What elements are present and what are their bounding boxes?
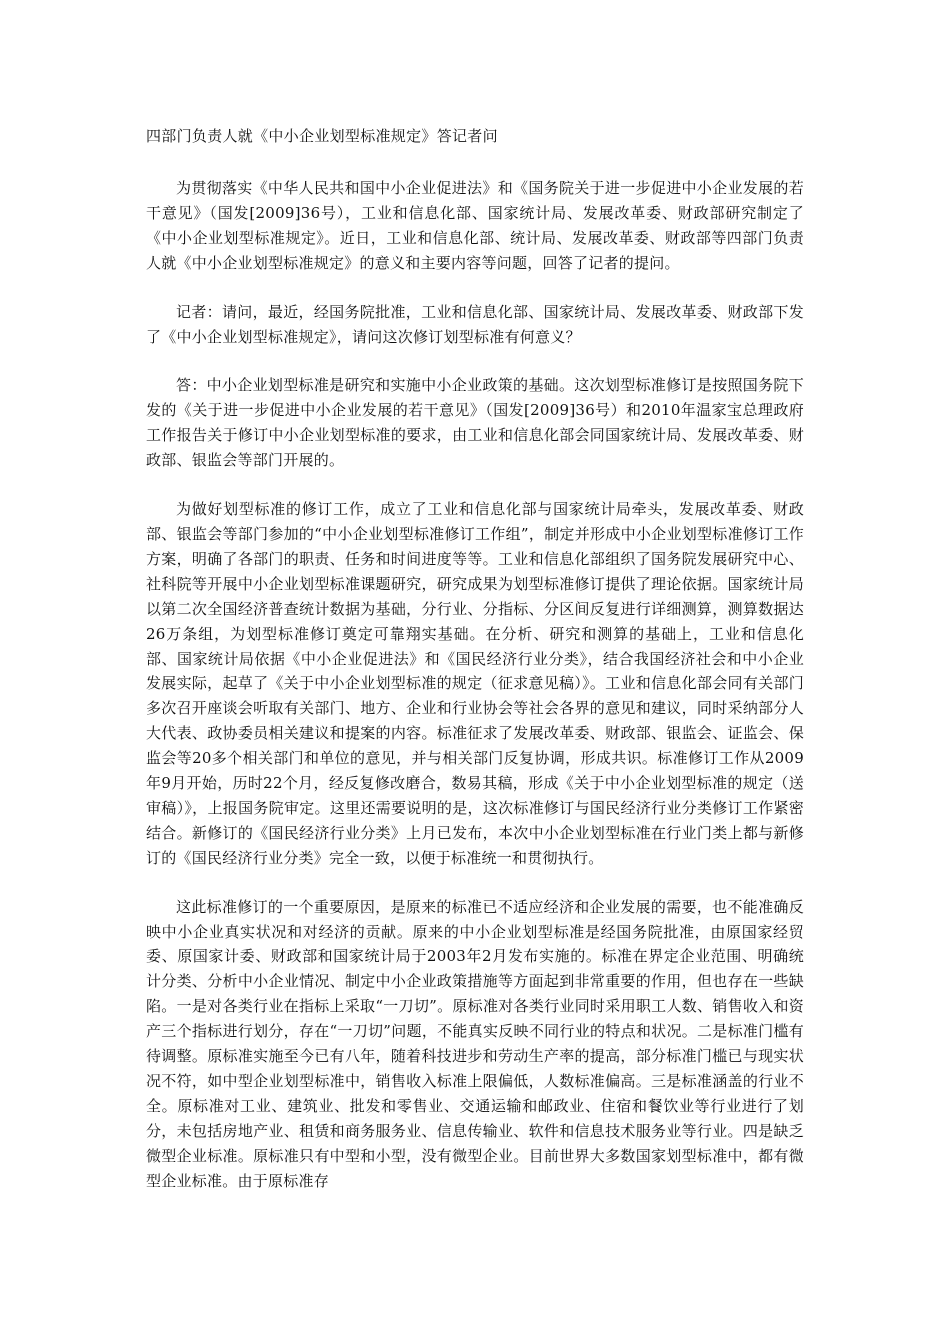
paragraph-intro: 为贯彻落实《中华人民共和国中小企业促进法》和《国务院关于进一步促进中小企业发展的若干意见》（国发[2009]36号），工业和信息化部、国家统计局、发展改革委、财政部研究制定了《中小企业划型标准规定》。近日，工业和信息化部、统计局、发展改革委、财政部等四部门负责人就《中小企业划型标准规定》的意义和主要内容等问题，回答了记者的提问。 [146, 179, 804, 272]
paragraph-revision-reason: 这此标准修订的一个重要原因，是原来的标准已不适应经济和企业发展的需要，也不能准确反映中小企业真实状况和对经济的贡献。原来的中小企业划型标准是经国务院批准，由原国家经贸委、原国家计委、财政部和国家统计局于2003年2月发布实施的。标准在界定企业范围、明确统计分类、分析中小企业情况、制定中小企业政策措施等方面起到非常重要的作用，但也存在一些缺陷。一是对各类行业在指标上采取“一刀切”。原标准对各类行业同时采用职工人数、销售收入和资产三个指标进行划分，存在“一刀切”问题，不能真实反映不同行业的特点和状况。二是标准门槛有待调整。原标准实施至今已有八年，随着科技进步和劳动生产率的提高，部分标准门槛已与现实状况不符，如中型企业划型标准中，销售收入标准上限偏低，人数标准偏高。三是标准涵盖的行业不全。原标准对工业、建筑业、批发和零售业、交通运输和邮政业、住宿和餐饮业等行业进行了划分，未包括房地产业、租赁和商务服务业、信息传输业、软件和信息技术服务业等行业。四是缺乏微型企业标准。原标准只有中型和小型，没有微型企业。目前世界大多数国家划型标准中，都有微型企业标准。由于原标准存 [146, 897, 804, 1190]
paragraph-revision-work: 为做好划型标准的修订工作，成立了工业和信息化部与国家统计局牵头，发展改革委、财政部、银监会等部门参加的“中小企业划型标准修订工作组”，制定并形成中小企业划型标准修订工作方案，明确了各部门的职责、任务和时间进度等等。工业和信息化部组织了国务院发展研究中心、社科院等开展中小企业划型标准课题研究，研究成果为划型标准修订提供了理论依据。国家统计局以第二次全国经济普查统计数据为基础，分行业、分指标、分区间反复进行详细测算，测算数据达26万条组，为划型标准修订奠定可靠翔实基础。在分析、研究和测算的基础上，工业和信息化部、国家统计局依据《中小企业促进法》和《国民经济行业分类》，结合我国经济社会和中小企业发展实际，起草了《关于中小企业划型标准的规定（征求意见稿）》。工业和信息化部会同有关部门多次召开座谈会听取有关部门、地方、企业和行业协会等社会各界的意见和建议，同时采纳部分人大代表、政协委员相关建议和提案的内容。标准征求了发展改革委、财政部、银监会、证监会、保监会等20多个相关部门和单位的意见，并与相关部门反复协调，形成共识。标准修订工作从2009年9月开始，历时22个月，经反复修改磨合，数易其稿，形成《关于中小企业划型标准的规定（送审稿）》，上报国务院审定。这里还需要说明的是，这次标准修订与国民经济行业分类修订工作紧密结合。新修订的《国民经济行业分类》上月已发布，本次中小企业划型标准在行业门类上都与新修订的《国民经济行业分类》完全一致，以便于标准统一和贯彻执行。 [146, 500, 804, 867]
paragraph-answer: 答：中小企业划型标准是研究和实施中小企业政策的基础。这次划型标准修订是按照国务院下发的《关于进一步促进中小企业发展的若干意见》（国发[2009]36号）和2010年温家宝总理政府工作报告关于修订中小企业划型标准的要求，由工业和信息化部会同国家统计局、发展改革委、财政部、银监会等部门开展的。 [146, 376, 804, 470]
document-title: 四部门负责人就《中小企业划型标准规定》答记者问 [146, 127, 498, 145]
document-page [146, 124, 804, 1218]
paragraph-question: 记者：请问，最近，经国务院批准，工业和信息化部、国家统计局、发展改革委、财政部下发了《中小企业划型标准规定》，请问这次修订划型标准有何意义？ [146, 302, 804, 346]
